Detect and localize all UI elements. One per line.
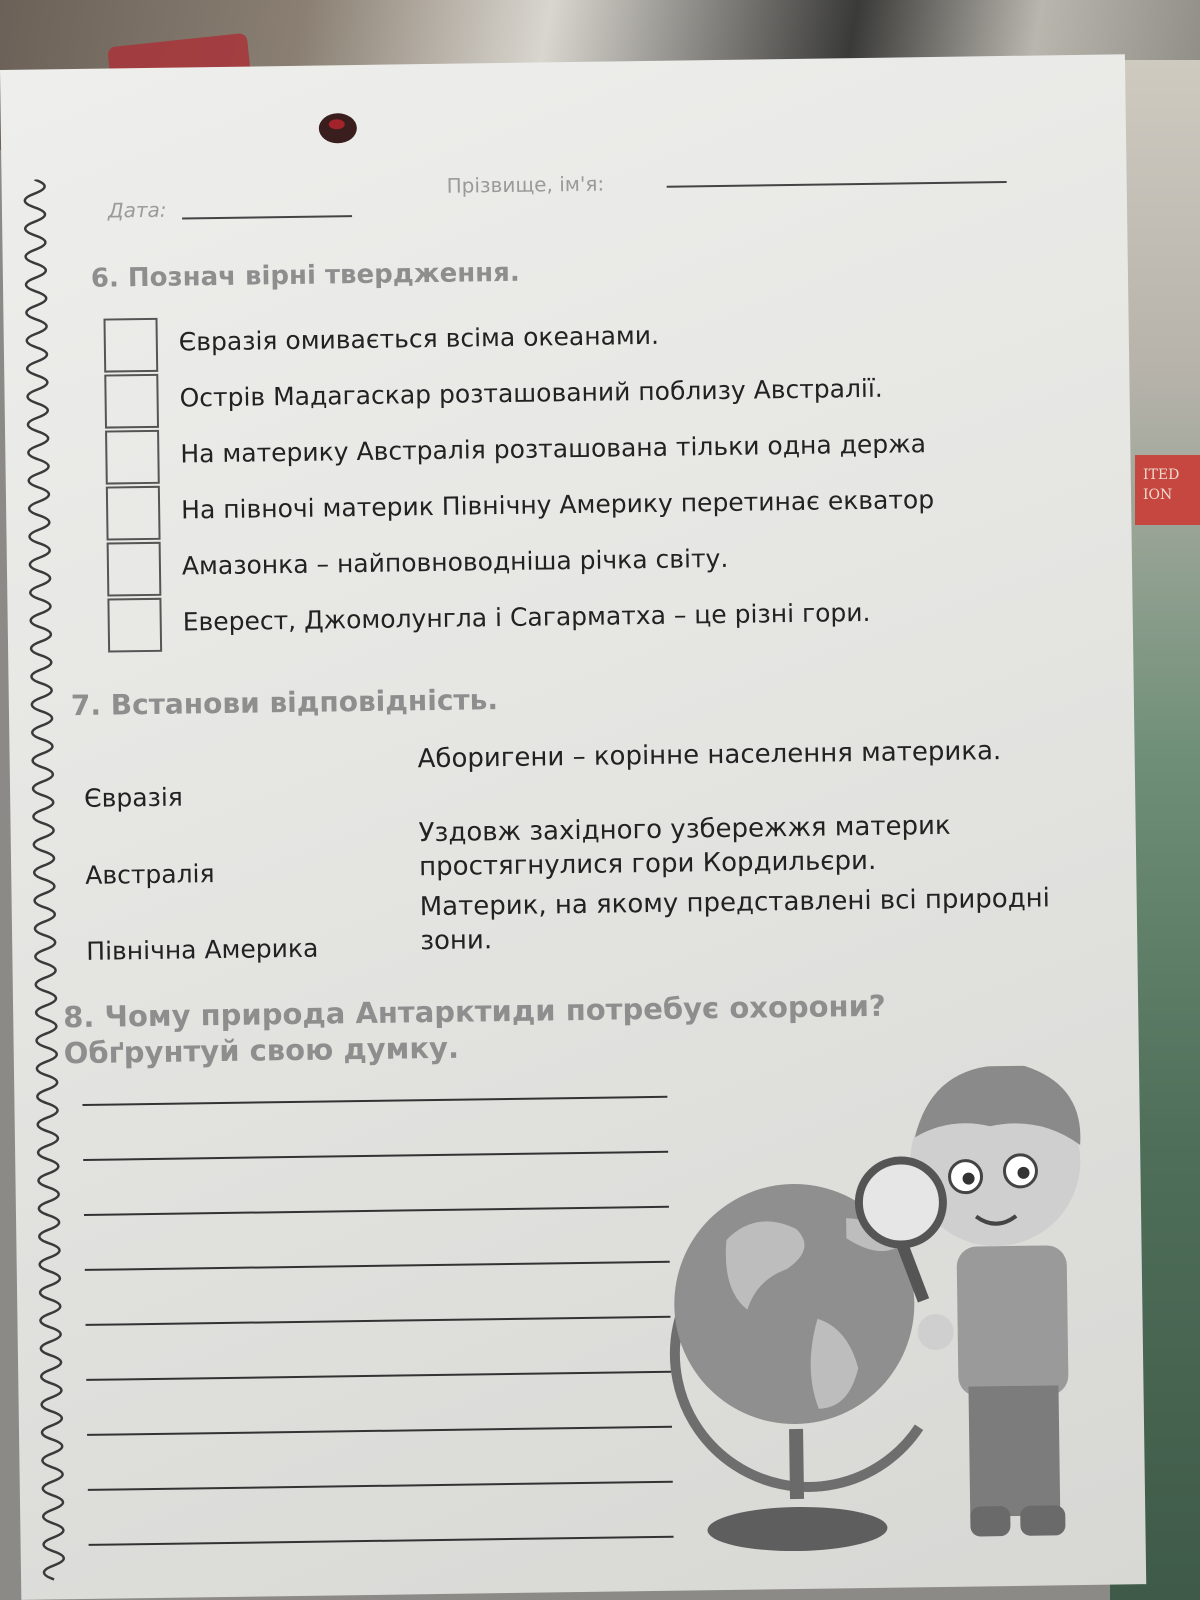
statement-text: На материку Австралія розташована тільки одна держа	[180, 429, 927, 469]
match-right-item[interactable]: Уздовж західного узбережжя материк простягнулися гори Кордильєри.	[418, 810, 951, 883]
statement-checkbox[interactable]	[106, 486, 161, 541]
match-right-item[interactable]: Аборигени – корінне населення материка.	[417, 736, 1002, 775]
answer-line[interactable]	[84, 1206, 669, 1216]
wavy-border	[10, 179, 80, 1600]
answer-line[interactable]	[89, 1536, 674, 1546]
answer-line[interactable]	[87, 1426, 672, 1436]
answer-line[interactable]	[85, 1261, 670, 1271]
section-6-title: 6. Познач вірні твердження.	[90, 257, 520, 294]
statement-checkbox[interactable]	[103, 318, 158, 373]
book-spine-text: ITED ION	[1143, 467, 1180, 503]
answer-line[interactable]	[86, 1371, 671, 1381]
answer-line[interactable]	[82, 1096, 667, 1106]
book-spine	[1135, 455, 1200, 525]
date-label: Дата:	[107, 197, 167, 223]
match-right-item[interactable]: Материк, на якому представлені всі природні зони.	[419, 883, 1051, 957]
statement-text: Острів Мадагаскар розташований поблизу Австралії.	[179, 373, 883, 413]
date-field[interactable]	[182, 215, 352, 219]
statement-text: Еверест, Джомолунгла і Сагарматха – це різні гори.	[182, 597, 871, 637]
name-label: Прізвище, ім'я:	[446, 171, 605, 198]
answer-line[interactable]	[88, 1481, 673, 1491]
statement-checkbox[interactable]	[107, 598, 162, 653]
statement-checkbox[interactable]	[105, 430, 160, 485]
answer-line[interactable]	[86, 1316, 671, 1326]
punch-hole	[319, 113, 357, 144]
statement-checkbox[interactable]	[107, 542, 162, 597]
match-left-item[interactable]: Євразія	[83, 782, 184, 813]
match-left-item[interactable]: Північна Америка	[86, 933, 319, 966]
boy-with-globe-illustration	[664, 1065, 1091, 1571]
name-field[interactable]	[667, 181, 1007, 188]
statement-text: Амазонка – найповноводніша річка світу.	[181, 543, 729, 581]
worksheet-page	[0, 54, 1146, 1600]
statement-text: Євразія омивається всіма океанами.	[178, 320, 660, 357]
match-left-item[interactable]: Австралія	[85, 859, 215, 890]
statement-text: На півночі материк Північну Америку перетинає екватор	[180, 485, 935, 525]
section-8-title: 8. Чому природа Антарктиди потребує охорони? Обґрунтуй свою думку.	[62, 988, 886, 1071]
statement-checkbox[interactable]	[104, 374, 159, 429]
answer-line[interactable]	[83, 1151, 668, 1161]
section-7-title: 7. Встанови відповідність.	[70, 683, 499, 723]
